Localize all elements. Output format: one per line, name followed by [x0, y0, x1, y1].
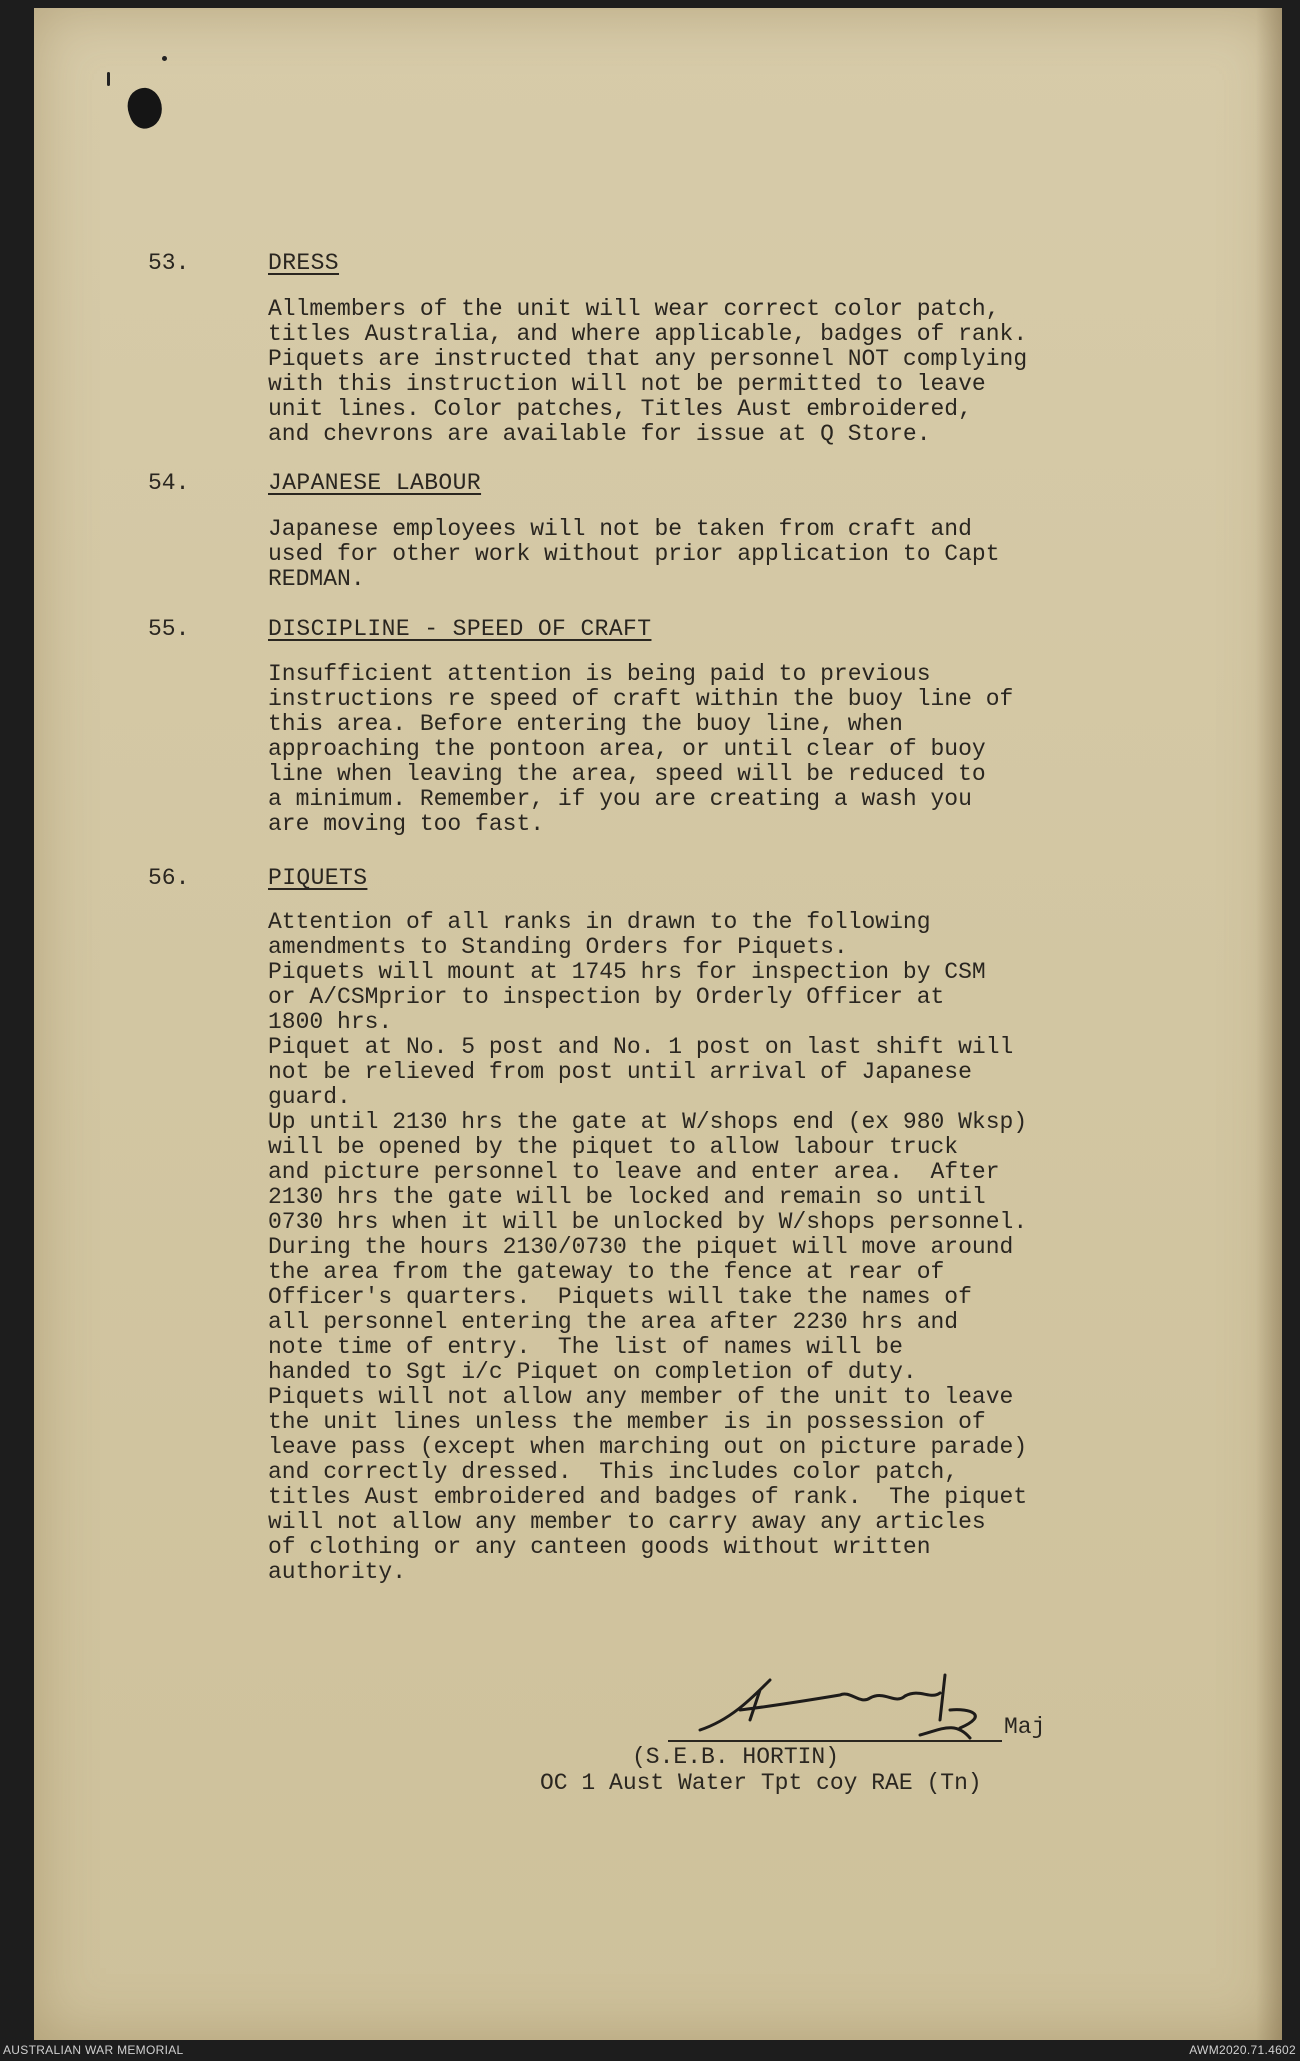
text-line: and picture personnel to leave and enter area. After — [268, 1159, 1000, 1185]
footer-accession: AWM2020.71.4602 — [1189, 2043, 1296, 2057]
text-line: all personnel entering the area after 2230 hrs and — [268, 1309, 959, 1335]
section-body — [268, 910, 1027, 1585]
text-line: will be opened by the piquet to allow labour truck — [268, 1134, 959, 1160]
section-number: 54. — [148, 470, 190, 496]
text-line: Piquet at No. 5 post and No. 1 post on last shift will — [268, 1034, 1014, 1060]
text-line: are moving too fast. — [268, 811, 545, 837]
text-line: used for other work without prior application to Capt — [268, 541, 1000, 567]
handwritten-signature — [690, 1660, 1010, 1750]
text-line: instructions re speed of craft within the buoy line of — [268, 686, 1014, 712]
section-body — [268, 662, 1013, 837]
text-line: or A/CSMprior to inspection by Orderly Officer at — [268, 984, 945, 1010]
text-line: not be relieved from post until arrival of Japanese — [268, 1059, 972, 1085]
text-line: approaching the pontoon area, or until clear of buoy — [268, 736, 986, 762]
section-body — [268, 297, 1027, 447]
text-line: titles Australia, and where applicable, badges of rank. — [268, 321, 1028, 347]
text-line: this area. Before entering the buoy line, when — [268, 711, 903, 737]
text-line: Officer's quarters. Piquets will take the names of — [268, 1284, 972, 1310]
signature-title: OC 1 Aust Water Tpt coy RAE (Tn) — [540, 1770, 982, 1796]
signature-rank: Maj — [1004, 1714, 1046, 1740]
signature-name: (S.E.B. HORTIN) — [632, 1744, 840, 1770]
text-line: unit lines. Color patches, Titles Aust embroidered, — [268, 396, 972, 422]
paper-mark — [107, 72, 110, 86]
text-line: and correctly dressed. This includes color patch, — [268, 1459, 959, 1485]
text-line: guard. — [268, 1084, 351, 1110]
text-line: REDMAN. — [268, 566, 365, 592]
text-line: 1800 hrs. — [268, 1009, 393, 1035]
text-line: with this instruction will not be permitted to leave — [268, 371, 986, 397]
text-line: note time of entry. The list of names will be — [268, 1334, 903, 1360]
text-line: Attention of all ranks in drawn to the following — [268, 909, 931, 935]
text-line: the area from the gateway to the fence at rear of — [268, 1259, 945, 1285]
section-heading: PIQUETS — [268, 865, 368, 891]
text-line: Japanese employees will not be taken from craft and — [268, 516, 972, 542]
text-line: authority. — [268, 1559, 407, 1585]
page-edge-shadow — [1256, 8, 1282, 2040]
text-line: 2130 hrs the gate will be locked and remain so until — [268, 1184, 986, 1210]
text-line: a minimum. Remember, if you are creating a wash you — [268, 786, 972, 812]
footer-archive: AUSTRALIAN WAR MEMORIAL — [3, 2043, 184, 2057]
section-number: 53. — [148, 250, 190, 276]
section-heading: DISCIPLINE - SPEED OF CRAFT — [268, 616, 652, 642]
text-line: the unit lines unless the member is in possession of — [268, 1409, 986, 1435]
text-line: Up until 2130 hrs the gate at W/shops end (ex 980 Wksp) — [268, 1109, 1028, 1135]
text-line: Insufficient attention is being paid to previous — [268, 661, 931, 687]
text-line: of clothing or any canteen goods without written — [268, 1534, 931, 1560]
text-line: Piquets are instructed that any personnel NOT complying — [268, 346, 1028, 372]
text-line: handed to Sgt i/c Piquet on completion of duty. — [268, 1359, 917, 1385]
text-line: will not allow any member to carry away any articles — [268, 1509, 986, 1535]
section-body — [268, 517, 1000, 592]
text-line: and chevrons are available for issue at Q Store. — [268, 421, 931, 447]
text-line: Piquets will mount at 1745 hrs for inspection by CSM — [268, 959, 986, 985]
signature-line — [668, 1740, 1002, 1742]
text-line: Allmembers of the unit will wear correct color patch, — [268, 296, 1000, 322]
text-line: During the hours 2130/0730 the piquet will move around — [268, 1234, 1014, 1260]
text-line: line when leaving the area, speed will be reduced to — [268, 761, 986, 787]
text-line: amendments to Standing Orders for Piquets. — [268, 934, 848, 960]
section-number: 56. — [148, 865, 190, 891]
section-number: 55. — [148, 616, 190, 642]
text-line: 0730 hrs when it will be unlocked by W/shops personnel. — [268, 1209, 1028, 1235]
section-heading: JAPANESE LABOUR — [268, 470, 482, 496]
text-line: leave pass (except when marching out on picture parade) — [268, 1434, 1028, 1460]
text-line: titles Aust embroidered and badges of rank. The piquet — [268, 1484, 1028, 1510]
paper-mark — [162, 56, 167, 61]
section-heading: DRESS — [268, 250, 340, 276]
text-line: Piquets will not allow any member of the unit to leave — [268, 1384, 1014, 1410]
